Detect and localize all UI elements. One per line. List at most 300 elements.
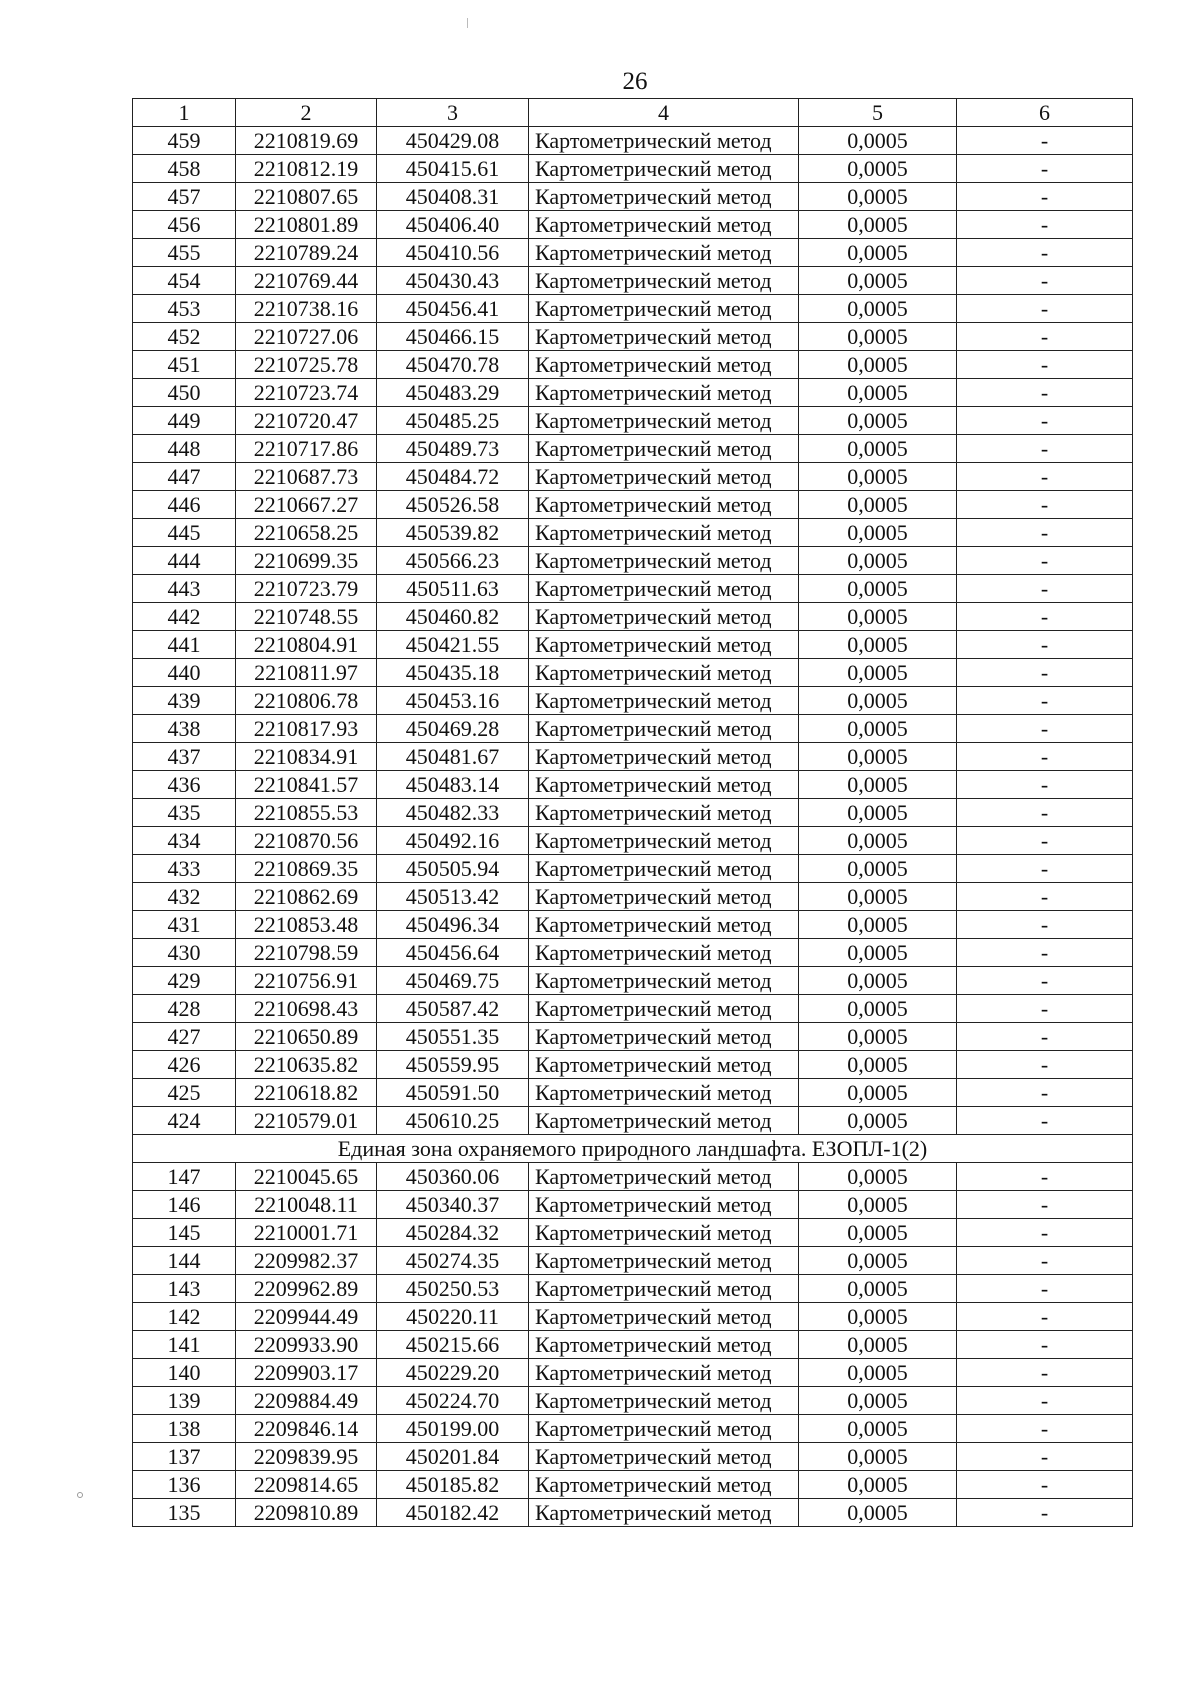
note-cell: -	[957, 351, 1133, 379]
point-number-cell: 450	[133, 379, 236, 407]
note-cell: -	[957, 1359, 1133, 1387]
method-cell: Картометрический метод	[529, 939, 799, 967]
y-coordinate-cell: 450483.14	[377, 771, 529, 799]
table-row	[133, 1023, 1133, 1051]
note-cell: -	[957, 715, 1133, 743]
method-cell: Картометрический метод	[529, 463, 799, 491]
error-cell: 0,0005	[799, 1415, 957, 1443]
error-cell: 0,0005	[799, 967, 957, 995]
error-cell: 0,0005	[799, 211, 957, 239]
table-header-row	[133, 99, 1133, 127]
x-coordinate-cell: 2210798.59	[236, 939, 377, 967]
x-coordinate-cell: 2210727.06	[236, 323, 377, 351]
point-number-cell: 451	[133, 351, 236, 379]
note-cell: -	[957, 407, 1133, 435]
x-coordinate-cell: 2210756.91	[236, 967, 377, 995]
error-cell: 0,0005	[799, 995, 957, 1023]
x-coordinate-cell: 2210650.89	[236, 1023, 377, 1051]
x-coordinate-cell: 2209944.49	[236, 1303, 377, 1331]
error-cell: 0,0005	[799, 1191, 957, 1219]
x-coordinate-cell: 2210720.47	[236, 407, 377, 435]
table-row	[133, 715, 1133, 743]
coordinates-table	[132, 98, 1133, 1527]
note-cell: -	[957, 1415, 1133, 1443]
note-cell: -	[957, 1023, 1133, 1051]
x-coordinate-cell: 2210869.35	[236, 855, 377, 883]
table-row	[133, 659, 1133, 687]
table-row	[133, 1219, 1133, 1247]
point-number-cell: 431	[133, 911, 236, 939]
note-cell: -	[957, 687, 1133, 715]
error-cell: 0,0005	[799, 183, 957, 211]
y-coordinate-cell: 450551.35	[377, 1023, 529, 1051]
note-cell: -	[957, 295, 1133, 323]
table-row	[133, 127, 1133, 155]
x-coordinate-cell: 2210834.91	[236, 743, 377, 771]
table-row	[133, 771, 1133, 799]
error-cell: 0,0005	[799, 1387, 957, 1415]
y-coordinate-cell: 450185.82	[377, 1471, 529, 1499]
table-row	[133, 687, 1133, 715]
table-row	[133, 155, 1133, 183]
x-coordinate-cell: 2209962.89	[236, 1275, 377, 1303]
table-row	[133, 995, 1133, 1023]
note-cell: -	[957, 855, 1133, 883]
error-cell: 0,0005	[799, 295, 957, 323]
point-number-cell: 454	[133, 267, 236, 295]
y-coordinate-cell: 450591.50	[377, 1079, 529, 1107]
x-coordinate-cell: 2209839.95	[236, 1443, 377, 1471]
point-number-cell: 428	[133, 995, 236, 1023]
method-cell: Картометрический метод	[529, 1051, 799, 1079]
method-cell: Картометрический метод	[529, 267, 799, 295]
scan-mark	[467, 18, 468, 28]
note-cell: -	[957, 491, 1133, 519]
column-header: 3	[377, 99, 529, 127]
x-coordinate-cell: 2210667.27	[236, 491, 377, 519]
method-cell: Картометрический метод	[529, 127, 799, 155]
point-number-cell: 447	[133, 463, 236, 491]
note-cell: -	[957, 519, 1133, 547]
error-cell: 0,0005	[799, 911, 957, 939]
table-row	[133, 743, 1133, 771]
note-cell: -	[957, 799, 1133, 827]
point-number-cell: 433	[133, 855, 236, 883]
x-coordinate-cell: 2209903.17	[236, 1359, 377, 1387]
table-row	[133, 183, 1133, 211]
point-number-cell: 446	[133, 491, 236, 519]
error-cell: 0,0005	[799, 827, 957, 855]
section-row	[133, 1135, 1133, 1163]
x-coordinate-cell: 2210687.73	[236, 463, 377, 491]
note-cell: -	[957, 1051, 1133, 1079]
error-cell: 0,0005	[799, 547, 957, 575]
table-row	[133, 575, 1133, 603]
point-number-cell: 439	[133, 687, 236, 715]
x-coordinate-cell: 2210738.16	[236, 295, 377, 323]
note-cell: -	[957, 1387, 1133, 1415]
table-row	[133, 463, 1133, 491]
y-coordinate-cell: 450215.66	[377, 1331, 529, 1359]
table-row	[133, 631, 1133, 659]
point-number-cell: 147	[133, 1163, 236, 1191]
column-header: 2	[236, 99, 377, 127]
note-cell: -	[957, 1499, 1133, 1527]
note-cell: -	[957, 1191, 1133, 1219]
note-cell: -	[957, 379, 1133, 407]
point-number-cell: 444	[133, 547, 236, 575]
note-cell: -	[957, 155, 1133, 183]
x-coordinate-cell: 2210635.82	[236, 1051, 377, 1079]
note-cell: -	[957, 267, 1133, 295]
table-row	[133, 1051, 1133, 1079]
x-coordinate-cell: 2210723.74	[236, 379, 377, 407]
table-row	[133, 827, 1133, 855]
method-cell: Картометрический метод	[529, 1191, 799, 1219]
method-cell: Картометрический метод	[529, 575, 799, 603]
x-coordinate-cell: 2210725.78	[236, 351, 377, 379]
point-number-cell: 142	[133, 1303, 236, 1331]
note-cell: -	[957, 1275, 1133, 1303]
method-cell: Картометрический метод	[529, 1275, 799, 1303]
point-number-cell: 145	[133, 1219, 236, 1247]
y-coordinate-cell: 450274.35	[377, 1247, 529, 1275]
x-coordinate-cell: 2210855.53	[236, 799, 377, 827]
y-coordinate-cell: 450430.43	[377, 267, 529, 295]
y-coordinate-cell: 450484.72	[377, 463, 529, 491]
x-coordinate-cell: 2209810.89	[236, 1499, 377, 1527]
method-cell: Картометрический метод	[529, 1331, 799, 1359]
y-coordinate-cell: 450229.20	[377, 1359, 529, 1387]
method-cell: Картометрический метод	[529, 799, 799, 827]
method-cell: Картометрический метод	[529, 1387, 799, 1415]
note-cell: -	[957, 463, 1133, 491]
method-cell: Картометрический метод	[529, 967, 799, 995]
y-coordinate-cell: 450483.29	[377, 379, 529, 407]
error-cell: 0,0005	[799, 323, 957, 351]
x-coordinate-cell: 2210807.65	[236, 183, 377, 211]
error-cell: 0,0005	[799, 1331, 957, 1359]
x-coordinate-cell: 2210717.86	[236, 435, 377, 463]
method-cell: Картометрический метод	[529, 519, 799, 547]
y-coordinate-cell: 450410.56	[377, 239, 529, 267]
error-cell: 0,0005	[799, 379, 957, 407]
method-cell: Картометрический метод	[529, 883, 799, 911]
x-coordinate-cell: 2210817.93	[236, 715, 377, 743]
note-cell: -	[957, 883, 1133, 911]
error-cell: 0,0005	[799, 1023, 957, 1051]
point-number-cell: 449	[133, 407, 236, 435]
note-cell: -	[957, 211, 1133, 239]
point-number-cell: 429	[133, 967, 236, 995]
note-cell: -	[957, 967, 1133, 995]
point-number-cell: 140	[133, 1359, 236, 1387]
point-number-cell: 435	[133, 799, 236, 827]
y-coordinate-cell: 450489.73	[377, 435, 529, 463]
note-cell: -	[957, 939, 1133, 967]
point-number-cell: 441	[133, 631, 236, 659]
table-row	[133, 799, 1133, 827]
point-number-cell: 144	[133, 1247, 236, 1275]
note-cell: -	[957, 239, 1133, 267]
point-number-cell: 452	[133, 323, 236, 351]
error-cell: 0,0005	[799, 1443, 957, 1471]
y-coordinate-cell: 450505.94	[377, 855, 529, 883]
error-cell: 0,0005	[799, 407, 957, 435]
method-cell: Картометрический метод	[529, 1303, 799, 1331]
x-coordinate-cell: 2210723.79	[236, 575, 377, 603]
method-cell: Картометрический метод	[529, 323, 799, 351]
table-row	[133, 211, 1133, 239]
x-coordinate-cell: 2209982.37	[236, 1247, 377, 1275]
x-coordinate-cell: 2210001.71	[236, 1219, 377, 1247]
note-cell: -	[957, 911, 1133, 939]
y-coordinate-cell: 450456.64	[377, 939, 529, 967]
method-cell: Картометрический метод	[529, 631, 799, 659]
y-coordinate-cell: 450429.08	[377, 127, 529, 155]
x-coordinate-cell: 2210045.65	[236, 1163, 377, 1191]
method-cell: Картометрический метод	[529, 211, 799, 239]
method-cell: Картометрический метод	[529, 1359, 799, 1387]
point-number-cell: 136	[133, 1471, 236, 1499]
method-cell: Картометрический метод	[529, 1443, 799, 1471]
error-cell: 0,0005	[799, 351, 957, 379]
method-cell: Картометрический метод	[529, 491, 799, 519]
y-coordinate-cell: 450453.16	[377, 687, 529, 715]
y-coordinate-cell: 450224.70	[377, 1387, 529, 1415]
x-coordinate-cell: 2210699.35	[236, 547, 377, 575]
error-cell: 0,0005	[799, 687, 957, 715]
x-coordinate-cell: 2210804.91	[236, 631, 377, 659]
point-number-cell: 457	[133, 183, 236, 211]
error-cell: 0,0005	[799, 155, 957, 183]
table-row	[133, 1303, 1133, 1331]
point-number-cell: 138	[133, 1415, 236, 1443]
y-coordinate-cell: 450539.82	[377, 519, 529, 547]
error-cell: 0,0005	[799, 575, 957, 603]
point-number-cell: 442	[133, 603, 236, 631]
point-number-cell: 139	[133, 1387, 236, 1415]
y-coordinate-cell: 450456.41	[377, 295, 529, 323]
method-cell: Картометрический метод	[529, 855, 799, 883]
y-coordinate-cell: 450360.06	[377, 1163, 529, 1191]
table-row	[133, 379, 1133, 407]
note-cell: -	[957, 575, 1133, 603]
y-coordinate-cell: 450415.61	[377, 155, 529, 183]
x-coordinate-cell: 2210806.78	[236, 687, 377, 715]
table-row	[133, 1163, 1133, 1191]
table-row	[133, 967, 1133, 995]
table-row	[133, 239, 1133, 267]
error-cell: 0,0005	[799, 883, 957, 911]
point-number-cell: 458	[133, 155, 236, 183]
error-cell: 0,0005	[799, 239, 957, 267]
x-coordinate-cell: 2210819.69	[236, 127, 377, 155]
method-cell: Картометрический метод	[529, 995, 799, 1023]
error-cell: 0,0005	[799, 1079, 957, 1107]
y-coordinate-cell: 450250.53	[377, 1275, 529, 1303]
point-number-cell: 137	[133, 1443, 236, 1471]
table-row	[133, 295, 1133, 323]
error-cell: 0,0005	[799, 1247, 957, 1275]
y-coordinate-cell: 450481.67	[377, 743, 529, 771]
y-coordinate-cell: 450182.42	[377, 1499, 529, 1527]
y-coordinate-cell: 450513.42	[377, 883, 529, 911]
y-coordinate-cell: 450496.34	[377, 911, 529, 939]
point-number-cell: 455	[133, 239, 236, 267]
note-cell: -	[957, 1163, 1133, 1191]
table-row	[133, 1079, 1133, 1107]
table-row	[133, 1275, 1133, 1303]
point-number-cell: 436	[133, 771, 236, 799]
point-number-cell: 432	[133, 883, 236, 911]
point-number-cell: 141	[133, 1331, 236, 1359]
y-coordinate-cell: 450526.58	[377, 491, 529, 519]
method-cell: Картометрический метод	[529, 659, 799, 687]
method-cell: Картометрический метод	[529, 1471, 799, 1499]
method-cell: Картометрический метод	[529, 1219, 799, 1247]
table-row	[133, 1107, 1133, 1135]
y-coordinate-cell: 450566.23	[377, 547, 529, 575]
y-coordinate-cell: 450511.63	[377, 575, 529, 603]
table-row	[133, 351, 1133, 379]
x-coordinate-cell: 2210789.24	[236, 239, 377, 267]
x-coordinate-cell: 2210811.97	[236, 659, 377, 687]
table-row	[133, 1387, 1133, 1415]
point-number-cell: 440	[133, 659, 236, 687]
note-cell: -	[957, 323, 1133, 351]
y-coordinate-cell: 450406.40	[377, 211, 529, 239]
point-number-cell: 453	[133, 295, 236, 323]
method-cell: Картометрический метод	[529, 435, 799, 463]
y-coordinate-cell: 450485.25	[377, 407, 529, 435]
method-cell: Картометрический метод	[529, 1107, 799, 1135]
error-cell: 0,0005	[799, 1499, 957, 1527]
method-cell: Картометрический метод	[529, 1415, 799, 1443]
y-coordinate-cell: 450610.25	[377, 1107, 529, 1135]
error-cell: 0,0005	[799, 1471, 957, 1499]
note-cell: -	[957, 1443, 1133, 1471]
error-cell: 0,0005	[799, 771, 957, 799]
x-coordinate-cell: 2210769.44	[236, 267, 377, 295]
table-row	[133, 491, 1133, 519]
y-coordinate-cell: 450469.28	[377, 715, 529, 743]
y-coordinate-cell: 450435.18	[377, 659, 529, 687]
table-row	[133, 1331, 1133, 1359]
y-coordinate-cell: 450460.82	[377, 603, 529, 631]
table-row	[133, 267, 1133, 295]
note-cell: -	[957, 1303, 1133, 1331]
y-coordinate-cell: 450220.11	[377, 1303, 529, 1331]
method-cell: Картометрический метод	[529, 827, 799, 855]
table-row	[133, 1247, 1133, 1275]
section-title: Единая зона охраняемого природного ландшафта. ЕЗОПЛ-1(2)	[133, 1135, 1133, 1163]
point-number-cell: 426	[133, 1051, 236, 1079]
page-number: 26	[622, 68, 648, 95]
table-row	[133, 939, 1133, 967]
note-cell: -	[957, 1247, 1133, 1275]
error-cell: 0,0005	[799, 463, 957, 491]
x-coordinate-cell: 2209846.14	[236, 1415, 377, 1443]
table-row	[133, 1415, 1133, 1443]
error-cell: 0,0005	[799, 435, 957, 463]
error-cell: 0,0005	[799, 1107, 957, 1135]
table-row	[133, 603, 1133, 631]
method-cell: Картометрический метод	[529, 239, 799, 267]
scan-artifact	[77, 1492, 83, 1498]
error-cell: 0,0005	[799, 1219, 957, 1247]
point-number-cell: 437	[133, 743, 236, 771]
error-cell: 0,0005	[799, 939, 957, 967]
x-coordinate-cell: 2210853.48	[236, 911, 377, 939]
table-row	[133, 407, 1133, 435]
y-coordinate-cell: 450482.33	[377, 799, 529, 827]
method-cell: Картометрический метод	[529, 295, 799, 323]
note-cell: -	[957, 1107, 1133, 1135]
table-row	[133, 1359, 1133, 1387]
method-cell: Картометрический метод	[529, 743, 799, 771]
method-cell: Картометрический метод	[529, 715, 799, 743]
column-header: 6	[957, 99, 1133, 127]
point-number-cell: 438	[133, 715, 236, 743]
y-coordinate-cell: 450201.84	[377, 1443, 529, 1471]
column-header: 5	[799, 99, 957, 127]
y-coordinate-cell: 450559.95	[377, 1051, 529, 1079]
error-cell: 0,0005	[799, 659, 957, 687]
table-row	[133, 1499, 1133, 1527]
x-coordinate-cell: 2210618.82	[236, 1079, 377, 1107]
error-cell: 0,0005	[799, 1359, 957, 1387]
note-cell: -	[957, 743, 1133, 771]
method-cell: Картометрический метод	[529, 1499, 799, 1527]
point-number-cell: 443	[133, 575, 236, 603]
method-cell: Картометрический метод	[529, 407, 799, 435]
y-coordinate-cell: 450199.00	[377, 1415, 529, 1443]
error-cell: 0,0005	[799, 1303, 957, 1331]
note-cell: -	[957, 127, 1133, 155]
point-number-cell: 434	[133, 827, 236, 855]
note-cell: -	[957, 1079, 1133, 1107]
method-cell: Картометрический метод	[529, 547, 799, 575]
point-number-cell: 459	[133, 127, 236, 155]
error-cell: 0,0005	[799, 743, 957, 771]
error-cell: 0,0005	[799, 1051, 957, 1079]
x-coordinate-cell: 2210579.01	[236, 1107, 377, 1135]
x-coordinate-cell: 2210841.57	[236, 771, 377, 799]
method-cell: Картометрический метод	[529, 771, 799, 799]
point-number-cell: 445	[133, 519, 236, 547]
method-cell: Картометрический метод	[529, 603, 799, 631]
error-cell: 0,0005	[799, 519, 957, 547]
note-cell: -	[957, 1331, 1133, 1359]
table-row	[133, 1443, 1133, 1471]
note-cell: -	[957, 603, 1133, 631]
y-coordinate-cell: 450284.32	[377, 1219, 529, 1247]
error-cell: 0,0005	[799, 267, 957, 295]
y-coordinate-cell: 450492.16	[377, 827, 529, 855]
method-cell: Картометрический метод	[529, 155, 799, 183]
point-number-cell: 427	[133, 1023, 236, 1051]
x-coordinate-cell: 2210862.69	[236, 883, 377, 911]
method-cell: Картометрический метод	[529, 379, 799, 407]
method-cell: Картометрический метод	[529, 687, 799, 715]
point-number-cell: 135	[133, 1499, 236, 1527]
error-cell: 0,0005	[799, 715, 957, 743]
point-number-cell: 425	[133, 1079, 236, 1107]
table-body	[133, 99, 1133, 1527]
x-coordinate-cell: 2209884.49	[236, 1387, 377, 1415]
table-row	[133, 1471, 1133, 1499]
